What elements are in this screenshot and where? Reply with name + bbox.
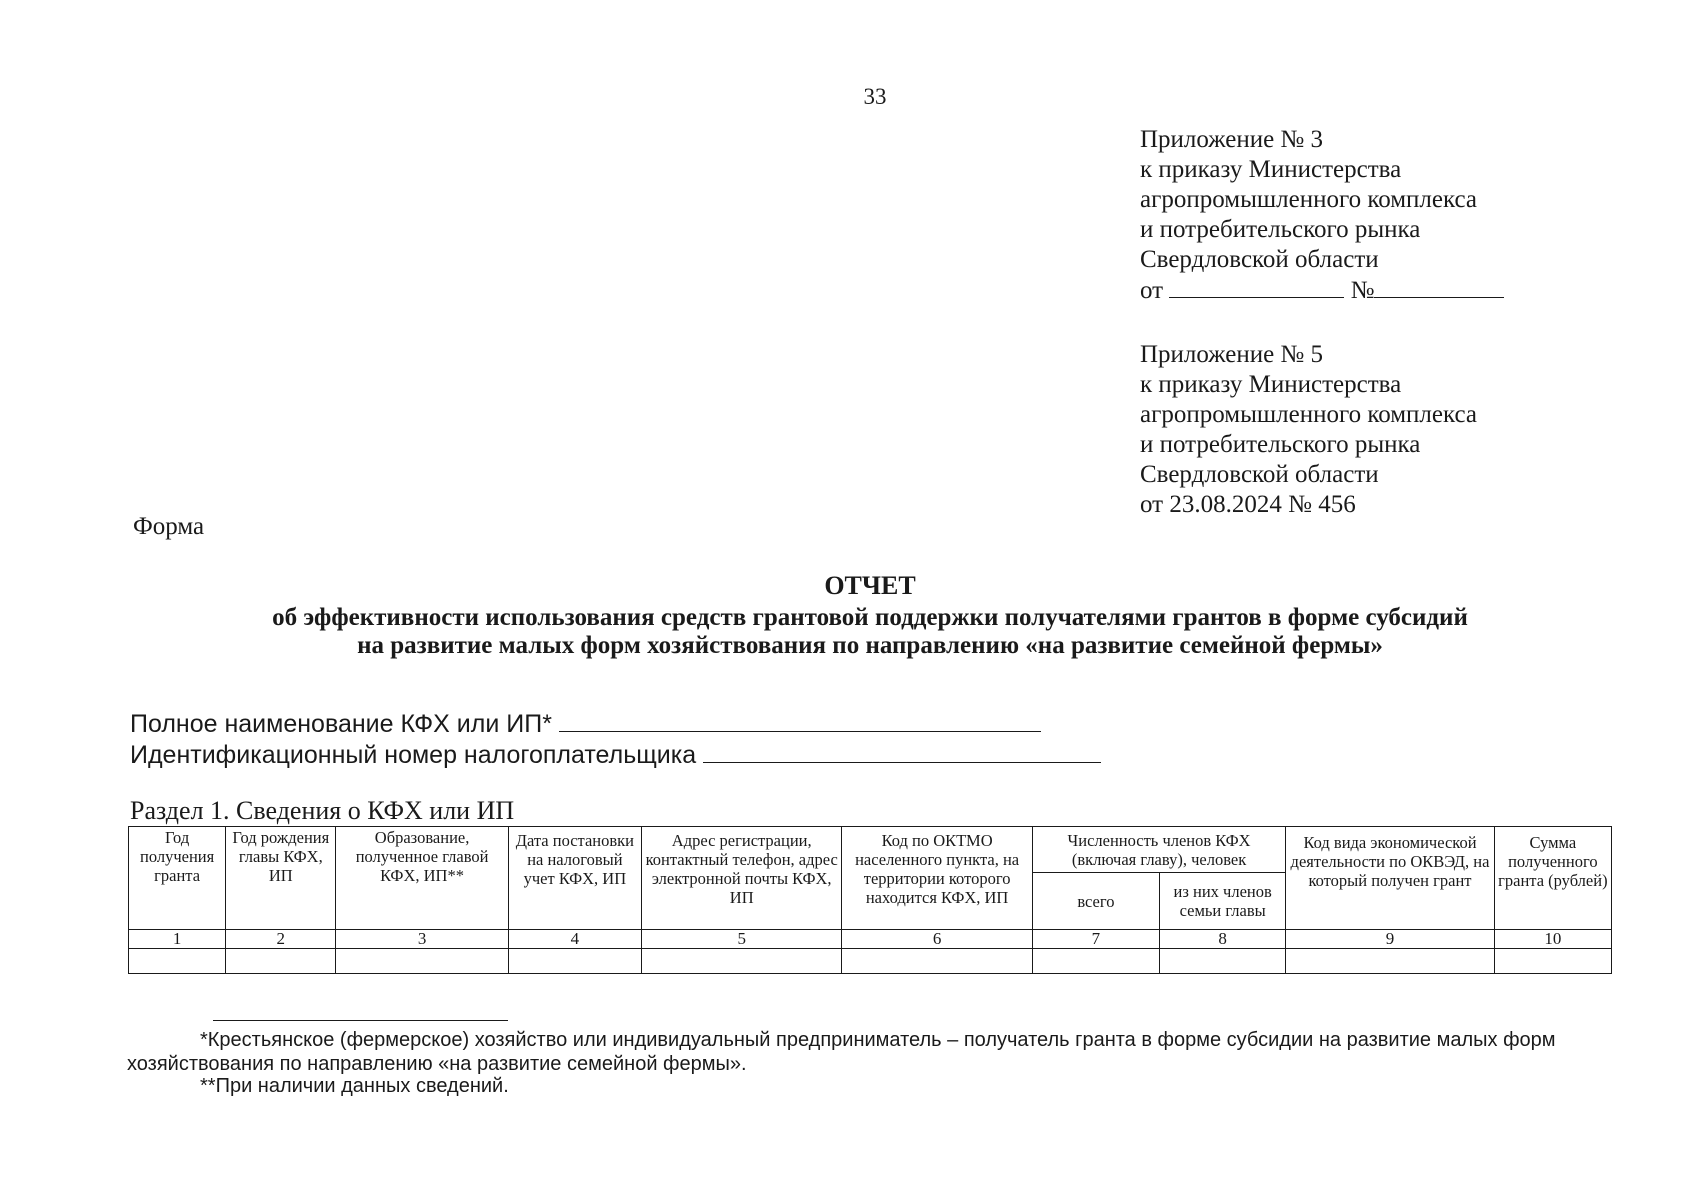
inn-field bbox=[130, 740, 1101, 770]
table-cell[interactable] bbox=[508, 949, 641, 974]
column-number: 2 bbox=[226, 930, 336, 949]
appendix-3-date-line bbox=[1140, 275, 1504, 306]
appendix-3-header bbox=[1140, 125, 1504, 306]
appendix-5-header bbox=[1140, 340, 1477, 520]
table-row bbox=[129, 949, 1612, 974]
table-cell[interactable] bbox=[226, 949, 336, 974]
column-number: 1 bbox=[129, 930, 226, 949]
header-cell: Год получения гранта bbox=[129, 827, 226, 930]
table-cell[interactable] bbox=[1160, 949, 1286, 974]
appendix-3-line: к приказу Министерства bbox=[1140, 156, 1402, 183]
date-blank bbox=[1169, 275, 1344, 298]
table-cell[interactable] bbox=[129, 949, 226, 974]
section-1-title: Раздел 1. Сведения о КФХ или ИП bbox=[130, 796, 515, 825]
header-cell: всего bbox=[1032, 873, 1159, 930]
header-cell: Год рождения главы КФХ, ИП bbox=[226, 827, 336, 930]
header-cell: Код по ОКТМО населенного пункта, на территории которого находится КФХ, ИП bbox=[842, 827, 1032, 930]
number-prefix: № bbox=[1350, 277, 1375, 304]
header-cell: Код вида экономической деятельности по ОКВЭД, на который получен грант bbox=[1286, 827, 1494, 930]
full-name-field bbox=[130, 709, 1041, 739]
inn-blank[interactable] bbox=[703, 740, 1101, 763]
column-number: 3 bbox=[336, 930, 508, 949]
table-cell[interactable] bbox=[642, 949, 842, 974]
appendix-5-line: и потребительского рынка bbox=[1140, 431, 1421, 458]
header-cell: Образование, полученное главой КФХ, ИП** bbox=[336, 827, 508, 930]
appendix-5-line: к приказу Министерства bbox=[1140, 371, 1402, 398]
report-title: ОТЧЕТ bbox=[824, 571, 916, 600]
header-cell-group: Численность членов КФХ (включая главу), человек bbox=[1032, 827, 1286, 873]
column-number: 8 bbox=[1160, 930, 1286, 949]
page-number: 33 bbox=[863, 84, 887, 109]
column-number: 7 bbox=[1032, 930, 1159, 949]
table-cell[interactable] bbox=[1286, 949, 1494, 974]
header-cell: Сумма полученного гранта (рублей) bbox=[1494, 827, 1611, 930]
appendix-5-line: Приложение № 5 bbox=[1140, 341, 1324, 368]
column-number: 10 bbox=[1494, 930, 1611, 949]
section-1-table bbox=[128, 826, 1612, 974]
table-number-row bbox=[129, 930, 1612, 949]
column-number: 4 bbox=[508, 930, 641, 949]
form-label: Форма bbox=[133, 513, 205, 540]
table-cell[interactable] bbox=[1494, 949, 1611, 974]
inn-label: Идентификационный номер налогоплательщика bbox=[130, 741, 697, 769]
report-subtitle-line: на развитие малых форм хозяйствования по направлению «на развитие семейной фермы» bbox=[357, 632, 1383, 659]
footnote-1: *Крестьянское (фермерское) хозяйство или индивидуальный предприниматель – получатель гранта в форме субсидии на развитие малых форм хозяйствования по направлению «на развитие семейной фермы». bbox=[127, 1029, 1556, 1075]
appendix-3-line: Приложение № 3 bbox=[1140, 126, 1324, 153]
header-cell: Адрес регистрации, контактный телефон, адрес электронной почты КФХ, ИП bbox=[642, 827, 842, 930]
report-subtitle bbox=[0, 604, 1697, 660]
full-name-blank[interactable] bbox=[559, 709, 1041, 732]
appendix-3-line: и потребительского рынка bbox=[1140, 216, 1421, 243]
table-header-row bbox=[129, 827, 1612, 873]
date-prefix: от bbox=[1140, 277, 1164, 304]
header-cell: из них членов семьи главы bbox=[1160, 873, 1286, 930]
number-blank bbox=[1374, 275, 1504, 298]
column-number: 5 bbox=[642, 930, 842, 949]
appendix-3-line: агропромышленного комплекса bbox=[1140, 186, 1478, 213]
table-cell[interactable] bbox=[336, 949, 508, 974]
appendix-5-line: агропромышленного комплекса bbox=[1140, 401, 1478, 428]
appendix-5-line: от 23.08.2024 № 456 bbox=[1140, 491, 1356, 518]
report-subtitle-line: об эффективности использования средств грантовой поддержки получателями грантов в форме субсидий bbox=[272, 604, 1468, 631]
full-name-label: Полное наименование КФХ или ИП* bbox=[130, 710, 552, 738]
appendix-5-line: Свердловской области bbox=[1140, 461, 1379, 488]
footnote-2: **При наличии данных сведений. bbox=[200, 1075, 509, 1097]
table-cell[interactable] bbox=[842, 949, 1032, 974]
header-cell: Дата постановки на налоговый учет КФХ, ИП bbox=[508, 827, 641, 930]
column-number: 6 bbox=[842, 930, 1032, 949]
appendix-3-line: Свердловской области bbox=[1140, 246, 1379, 273]
column-number: 9 bbox=[1286, 930, 1494, 949]
table-cell[interactable] bbox=[1032, 949, 1159, 974]
footnote-separator bbox=[213, 1020, 508, 1021]
